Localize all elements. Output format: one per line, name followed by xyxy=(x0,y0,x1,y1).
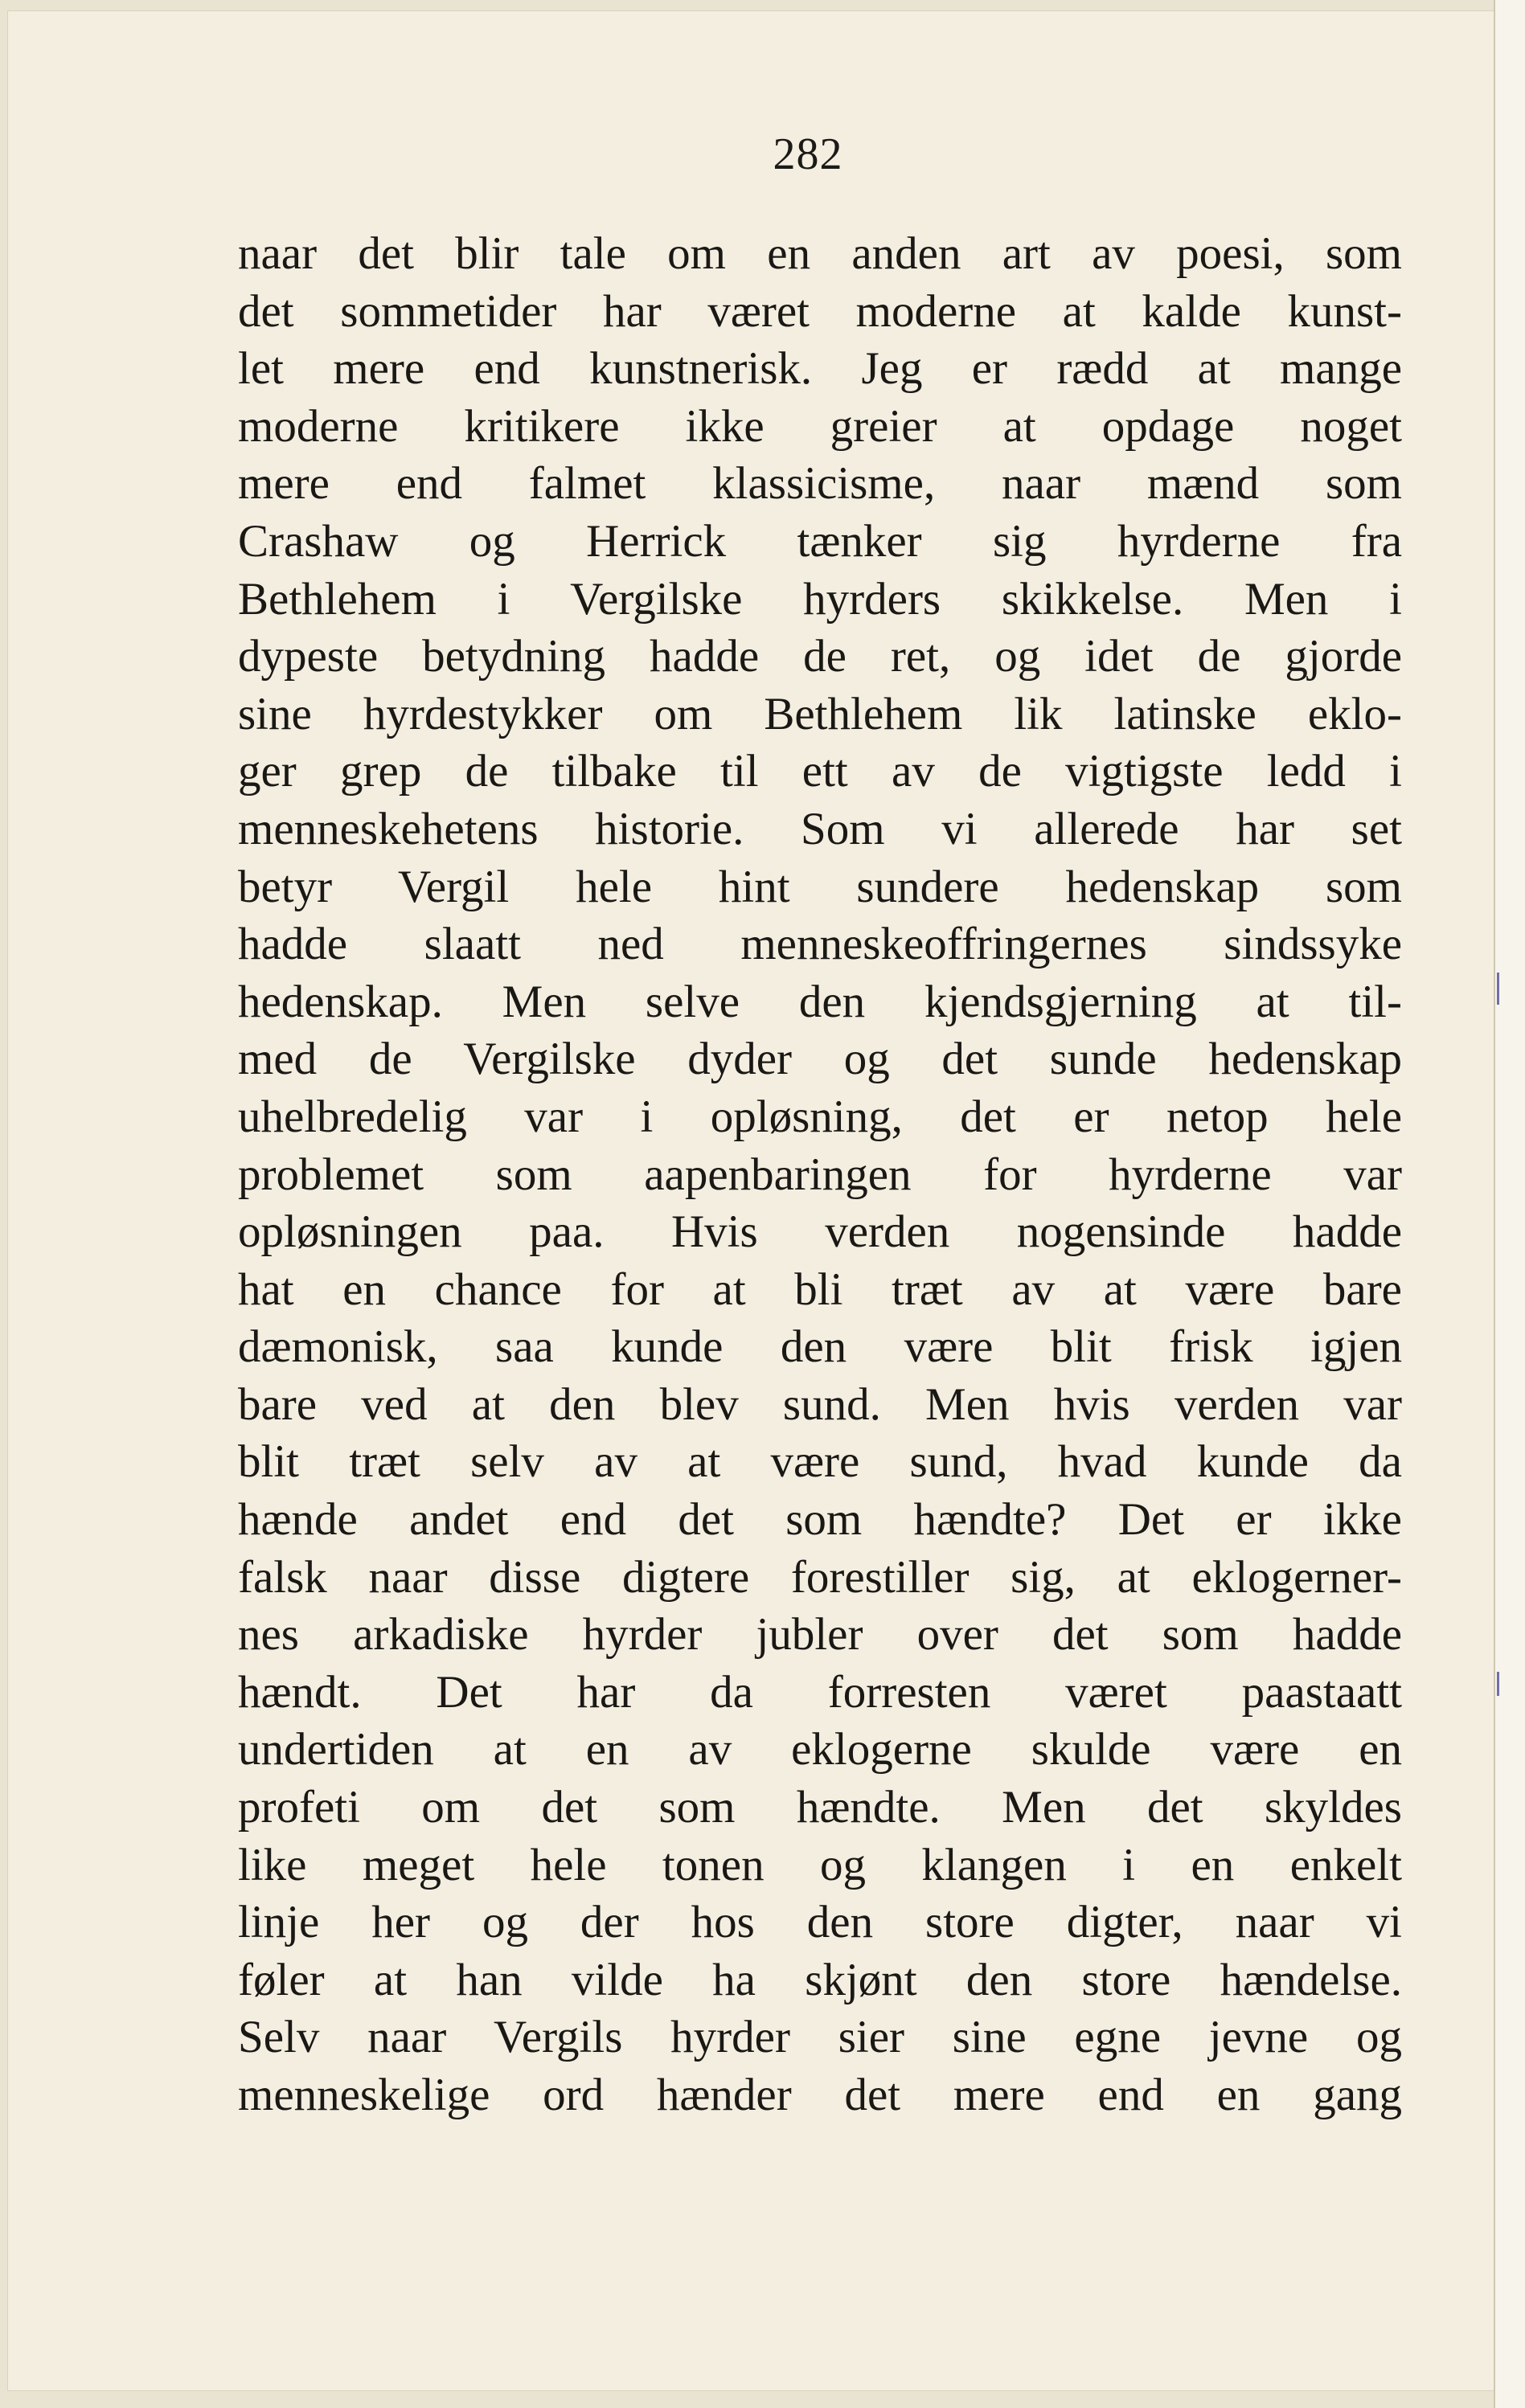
text-line: let mere end kunstnerisk. Jeg er rædd at mange xyxy=(238,343,1402,395)
text-line: Selv naar Vergils hyrder sier sine egne jevne og xyxy=(238,2012,1402,2063)
text-line: hændt. Det har da forresten været paastaatt xyxy=(238,1666,1402,1718)
text-line: uhelbredelig var i opløsning, det er netop hele xyxy=(238,1091,1402,1142)
text-line: dypeste betydning hadde de ret, og idet de gjorde xyxy=(238,631,1402,682)
text-line: menneskelige ord hænder det mere end en gang xyxy=(238,2070,1402,2120)
scan-edge-strip xyxy=(1494,0,1525,2408)
text-line: det sommetider har været moderne at kalde kunst- xyxy=(238,285,1402,337)
text-line: sine hyrdestykker om Bethlehem lik latinske eklo- xyxy=(238,688,1402,739)
text-line: menneskehetens historie. Som vi allerede har set xyxy=(238,803,1402,854)
text-line: linje her og der hos den store digter, naar vi xyxy=(238,1897,1402,1948)
text-line: hedenskap. Men selve den kjendsgjerning at til- xyxy=(238,976,1402,1027)
text-line: føler at han vilde ha skjønt den store hændelse. xyxy=(238,1954,1402,2005)
text-line: dæmonisk, saa kunde den være blit frisk igjen xyxy=(238,1321,1402,1373)
text-line: moderne kritikere ikke greier at opdage noget xyxy=(238,400,1402,452)
text-line: hadde slaatt ned menneskeoffringernes sindssyke xyxy=(238,919,1402,970)
text-line: betyr Vergil hele hint sundere hedenskap som xyxy=(238,861,1402,912)
text-line: bare ved at den blev sund. Men hvis verden var xyxy=(238,1378,1402,1430)
text-line: opløsningen paa. Hvis verden nogensinde hadde xyxy=(238,1206,1402,1258)
text-line: Crashaw og Herrick tænker sig hyrderne fra xyxy=(238,515,1402,567)
text-line: problemet som aapenbaringen for hyrderne var xyxy=(238,1149,1402,1200)
text-line: med de Vergilske dyder og det sunde hedenskap xyxy=(238,1034,1402,1085)
edge-mark xyxy=(1497,973,1499,1005)
text-line: hat en chance for at bli træt av at være bare xyxy=(238,1263,1402,1315)
text-line: Bethlehem i Vergilske hyrders skikkelse. Men i xyxy=(238,573,1402,625)
text-line: profeti om det som hændte. Men det skyldes xyxy=(238,1782,1402,1833)
text-line: undertiden at en av eklogerne skulde være en xyxy=(238,1724,1402,1775)
body-text xyxy=(238,225,1402,2124)
text-line: falsk naar disse digtere forestiller sig, at eklogerner- xyxy=(238,1551,1402,1603)
edge-mark xyxy=(1497,1672,1499,1696)
text-line: blit træt selv av at være sund, hvad kunde da xyxy=(238,1436,1402,1488)
text-line: ger grep de tilbake til ett av de vigtigste ledd i xyxy=(238,746,1402,797)
page-number: 282 xyxy=(773,129,843,179)
text-line: like meget hele tonen og klangen i en enkelt xyxy=(238,1839,1402,1890)
text-line: naar det blir tale om en anden art av poesi, som xyxy=(238,228,1402,279)
text-line: hænde andet end det som hændte? Det er ikke xyxy=(238,1494,1402,1546)
text-line: nes arkadiske hyrder jubler over det som hadde xyxy=(238,1609,1402,1661)
text-line: mere end falmet klassicisme, naar mænd som xyxy=(238,458,1402,510)
